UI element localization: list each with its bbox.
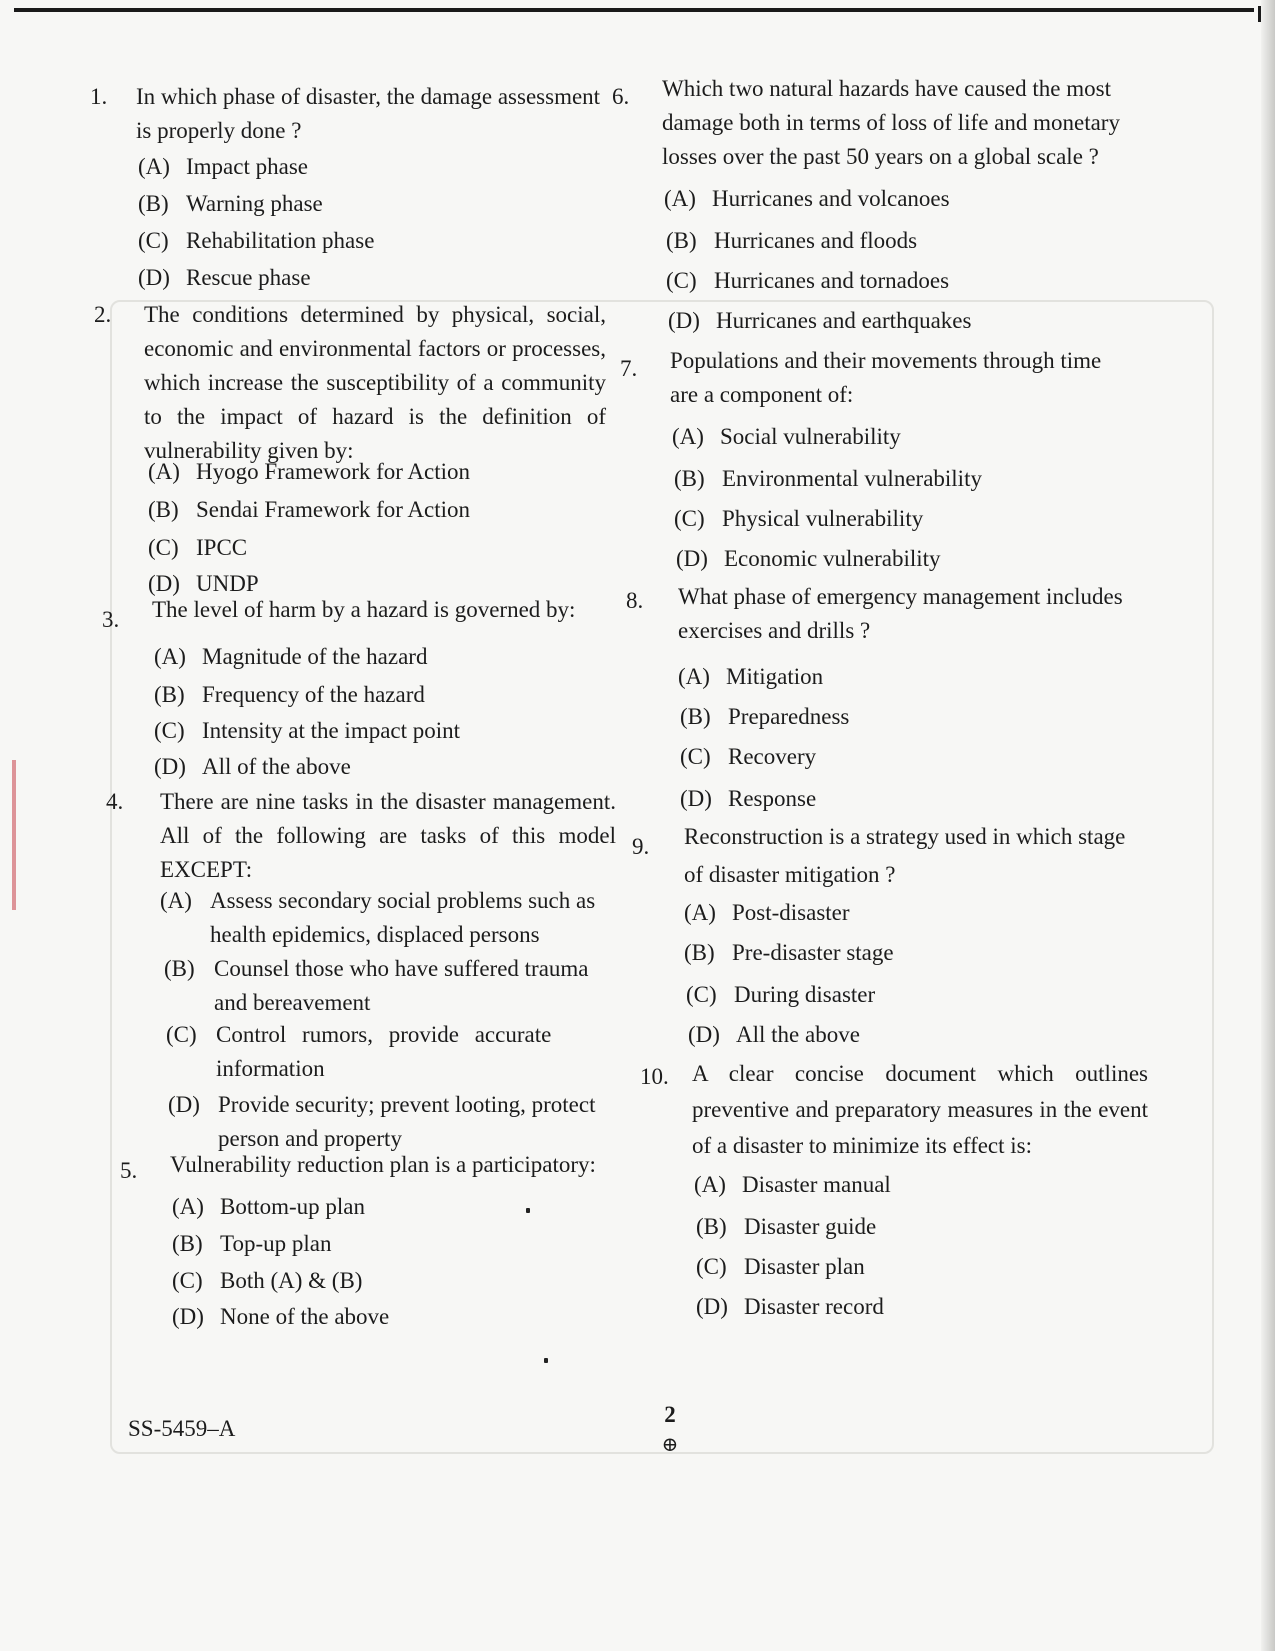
option-text: Magnitude of the hazard (202, 644, 428, 669)
option-5d[interactable] (172, 1300, 389, 1334)
option-text: Response (728, 786, 817, 811)
option-7d[interactable] (676, 542, 941, 576)
option-text: Hurricanes and volcanoes (712, 186, 950, 211)
option-6d[interactable] (668, 304, 971, 338)
option-6a[interactable] (664, 182, 950, 216)
question-number: 8. (626, 588, 644, 613)
option-8d[interactable] (680, 782, 816, 816)
option-text: Sendai Framework for Action (196, 497, 471, 522)
option-1a[interactable] (138, 150, 308, 184)
option-letter: (D) (696, 1294, 728, 1319)
option-letter: (A) (664, 186, 696, 211)
option-text: Both (A) & (B) (220, 1268, 363, 1293)
option-letter: (C) (666, 268, 697, 293)
option-3d[interactable] (154, 750, 351, 784)
page-number: 2 (664, 1402, 676, 1427)
option-text: Impact phase (186, 154, 308, 179)
question-number: 4. (106, 789, 124, 814)
option-text: Warning phase (186, 191, 323, 216)
option-text: Assess secondary social problems such as health epidemics, displaced persons (210, 888, 596, 947)
question-stem: Vulnerability reduction plan is a participatory: (170, 1152, 596, 1177)
option-letter: (D) (688, 1022, 720, 1047)
option-letter: (D) (676, 546, 708, 571)
option-10a[interactable] (694, 1168, 891, 1202)
option-text: Disaster record (744, 1294, 884, 1319)
option-letter: (A) (678, 664, 710, 689)
option-letter: (A) (684, 900, 716, 925)
option-2c[interactable] (148, 531, 247, 565)
option-text: Bottom-up plan (220, 1194, 366, 1219)
option-text: Counsel those who have suffered trauma and bereavement (214, 956, 589, 1015)
option-text: Recovery (728, 744, 817, 769)
option-1d[interactable] (138, 261, 311, 295)
option-text: Mitigation (726, 664, 824, 689)
option-letter: (B) (138, 191, 169, 216)
option-letter: (B) (696, 1214, 727, 1239)
option-text: Social vulnerability (720, 424, 901, 449)
option-text: Rehabilitation phase (186, 228, 375, 253)
registration-mark-icon: ⊕ (661, 1434, 679, 1456)
option-text: Frequency of the hazard (202, 682, 425, 707)
option-text: Rescue phase (186, 265, 311, 290)
option-letter: (B) (148, 497, 179, 522)
option-5b[interactable] (172, 1227, 331, 1261)
scan-left-mark (12, 760, 16, 910)
option-letter: (C) (166, 1022, 197, 1047)
question-stem: A clear concise document which outlines preventive and preparatory measures in the event of a disaster to minimize its effect is: (692, 1061, 1148, 1158)
scan-right-shadow (1261, 0, 1275, 1651)
option-letter: (C) (674, 506, 705, 531)
option-text: Provide security; prevent looting, protect person and property (218, 1092, 596, 1151)
question-number: 7. (620, 356, 638, 381)
option-3b[interactable] (154, 678, 425, 712)
option-text: Hyogo Framework for Action (196, 459, 471, 484)
option-4d[interactable] (168, 1088, 628, 1156)
option-letter: (A) (148, 459, 180, 484)
option-letter: (C) (138, 228, 169, 253)
option-1c[interactable] (138, 224, 374, 258)
option-letter: (D) (168, 1092, 200, 1117)
question-stem: Populations and their movements through time are a component of: (670, 348, 1102, 407)
option-6c[interactable] (666, 264, 949, 298)
scan-top-edge (14, 8, 1254, 12)
option-1b[interactable] (138, 187, 323, 221)
question-number: 5. (120, 1158, 138, 1183)
option-letter: (B) (666, 228, 697, 253)
option-letter: (D) (148, 571, 180, 596)
option-letter: (C) (154, 718, 185, 743)
option-text: Intensity at the impact point (202, 718, 461, 743)
option-9c[interactable] (686, 978, 875, 1012)
option-letter: (A) (154, 644, 186, 669)
option-letter: (C) (696, 1254, 727, 1279)
option-letter: (A) (172, 1194, 204, 1219)
option-letter: (D) (680, 786, 712, 811)
option-8c[interactable] (680, 740, 816, 774)
option-text: Hurricanes and tornadoes (714, 268, 950, 293)
question-stem: Reconstruction is a strategy used in which stage of disaster mitigation ? (684, 824, 1126, 887)
option-5a[interactable] (172, 1190, 365, 1224)
option-text: Control rumors, provide accurate information (216, 1022, 552, 1081)
option-letter: (C) (686, 982, 717, 1007)
option-letter: (C) (148, 535, 179, 560)
paper-code: SS-5459–A (128, 1416, 236, 1441)
option-text: All the above (736, 1022, 860, 1047)
option-9a[interactable] (684, 896, 850, 930)
option-text: During disaster (734, 982, 876, 1007)
option-2b[interactable] (148, 493, 470, 527)
option-text: Disaster manual (742, 1172, 891, 1197)
option-letter: (D) (668, 308, 700, 333)
option-letter: (D) (138, 265, 170, 290)
question-stem: The conditions determined by physical, social, economic and environmental factors or processes, which increase the susceptibility of a community to the impact of hazard is the definition of vulnerability given by: (144, 302, 606, 463)
option-letter: (B) (154, 682, 185, 707)
option-6b[interactable] (666, 224, 917, 258)
option-letter: (A) (694, 1172, 726, 1197)
scan-speck (544, 1358, 548, 1363)
option-letter: (C) (680, 744, 711, 769)
question-number: 1. (90, 84, 108, 109)
option-text: IPCC (196, 535, 248, 560)
question-stem: Which two natural hazards have caused the most damage both in terms of loss of life and monetary losses over the past 50 years on a global scale ? (662, 76, 1120, 169)
option-text: Top-up plan (220, 1231, 332, 1256)
option-text: Hurricanes and floods (714, 228, 918, 253)
option-letter: (B) (164, 956, 195, 981)
option-7c[interactable] (674, 502, 923, 536)
option-letter: (D) (172, 1304, 204, 1329)
option-text: Disaster guide (744, 1214, 877, 1239)
option-text: All of the above (202, 754, 351, 779)
option-text: None of the above (220, 1304, 390, 1329)
option-text: Pre-disaster stage (732, 940, 894, 965)
option-text: Physical vulnerability (722, 506, 924, 531)
option-text: UNDP (196, 571, 259, 596)
question-stem: There are nine tasks in the disaster management. All of the following are tasks of this model EXCEPT: (160, 789, 616, 882)
option-3c[interactable] (154, 714, 460, 748)
option-text: Hurricanes and earthquakes (716, 308, 972, 333)
option-9d[interactable] (688, 1018, 860, 1052)
option-letter: (A) (160, 888, 192, 913)
option-4a[interactable] (160, 884, 620, 952)
option-letter: (B) (680, 704, 711, 729)
option-7a[interactable] (672, 420, 901, 454)
scan-speck (526, 1208, 530, 1213)
option-8a[interactable] (678, 660, 823, 694)
option-letter: (B) (674, 466, 705, 491)
option-4b[interactable] (164, 952, 624, 1020)
option-letter: (C) (172, 1268, 203, 1293)
question-number: 2. (94, 302, 112, 327)
option-text: Environmental vulnerability (722, 466, 982, 491)
option-8b[interactable] (680, 700, 849, 734)
option-7b[interactable] (674, 462, 982, 496)
question-stem: What phase of emergency management includes exercises and drills ? (678, 584, 1123, 643)
option-9b[interactable] (684, 936, 894, 970)
question-number: 3. (102, 607, 120, 632)
question-stem: The level of harm by a hazard is governed by: (152, 597, 576, 622)
option-10b[interactable] (696, 1210, 876, 1244)
question-number: 9. (632, 834, 650, 859)
option-10d[interactable] (696, 1290, 884, 1324)
option-3a[interactable] (154, 640, 427, 674)
option-text: Post-disaster (732, 900, 850, 925)
option-letter: (B) (172, 1231, 203, 1256)
option-letter: (A) (138, 154, 170, 179)
option-letter: (B) (684, 940, 715, 965)
option-4c[interactable] (166, 1018, 626, 1086)
option-5c[interactable] (172, 1264, 362, 1298)
option-letter: (A) (672, 424, 704, 449)
option-text: Preparedness (728, 704, 850, 729)
question-number: 10. (640, 1064, 669, 1089)
option-text: Disaster plan (744, 1254, 865, 1279)
question-stem: In which phase of disaster, the damage assessment is properly done ? (136, 84, 601, 143)
option-text: Economic vulnerability (724, 546, 941, 571)
option-letter: (D) (154, 754, 186, 779)
question-number: 6. (612, 84, 630, 109)
option-2a[interactable] (148, 455, 470, 489)
option-10c[interactable] (696, 1250, 865, 1284)
